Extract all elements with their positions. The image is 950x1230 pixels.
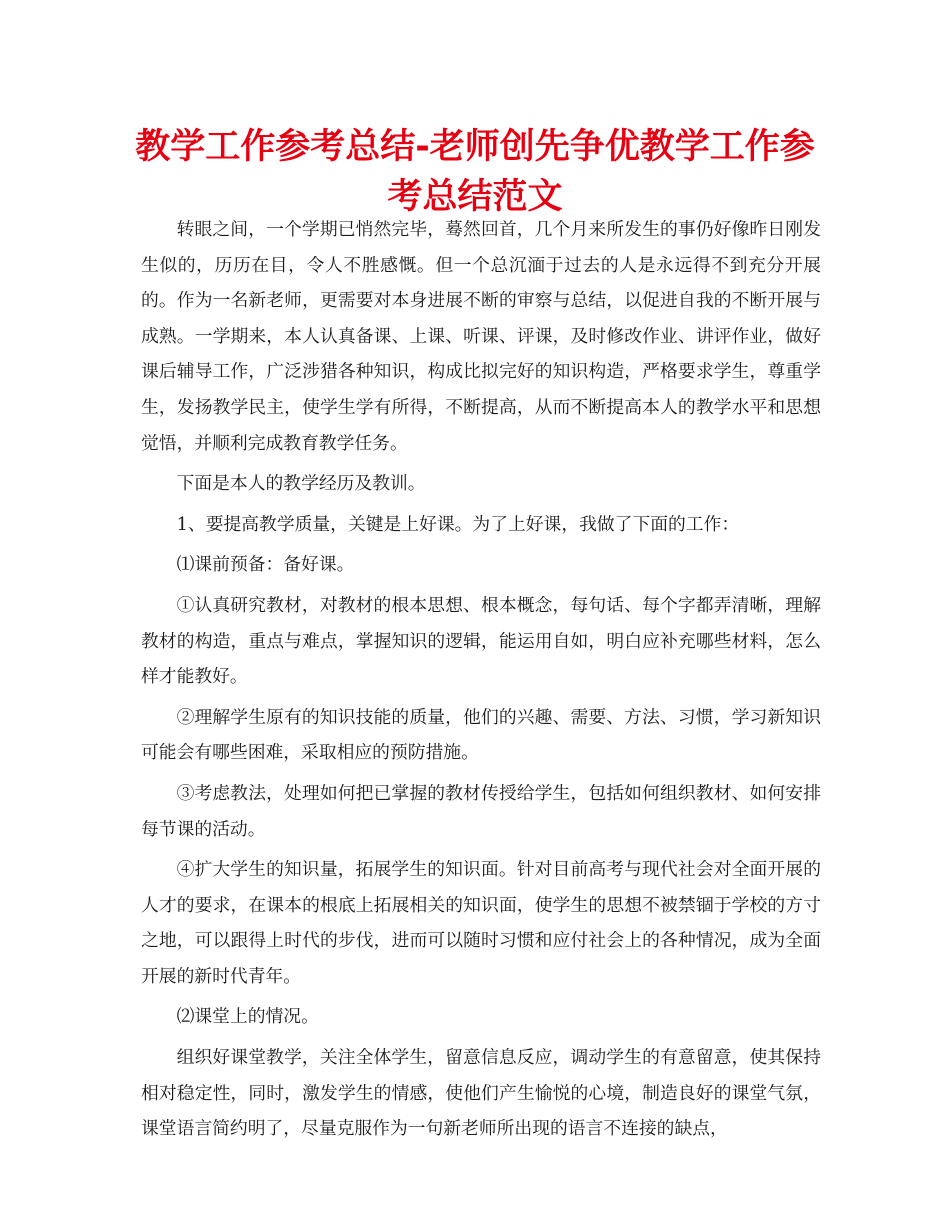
paragraph-experience-intro: 下面是本人的教学经历及教训。 bbox=[176, 473, 426, 495]
paragraph-item-2: ②理解学生原有的知识技能的质量，他们的兴趣、需要、方法、习惯，学习新知识可能会有哪些困难，采取相应的预防措施。 bbox=[141, 706, 821, 764]
paragraph-item-4: ④扩大学生的知识量，拓展学生的知识面。针对目前高考与现代社会对全面开展的人才的要求，在课本的根底上拓展相关的知识面，使学生的思想不被禁锢于学校的方寸之地，可以跟得上时代的步伐，进而可以随时习惯和应付社会上的各种情况，成为全面开展的新时代青年。 bbox=[141, 859, 821, 987]
paragraph-section-1: 1、要提高教学质量，关键是上好课。为了上好课，我做了下面的工作： bbox=[176, 513, 740, 535]
paragraph-classroom: 组织好课堂教学，关注全体学生，留意信息反应，调动学生的有意留意，使其保持相对稳定性，同时，激发学生的情感，使他们产生愉悦的心境，制造良好的课堂气氛，课堂语言简约明了，尽量克服作为一句新老师所出现的语言不连接的缺点， bbox=[141, 1047, 821, 1140]
paragraph-subsection-1: ⑴课前预备：备好课。 bbox=[176, 554, 355, 576]
paragraph-item-3: ③考虑教法，处理如何把已掌握的教材传授给学生，包括如何组织教材、如何安排每节课的活动。 bbox=[141, 782, 821, 840]
document-title: 教学工作参考总结-老师创先争优教学工作参考总结范文 bbox=[135, 127, 815, 217]
paragraph-intro: 转眼之间，一个学期已悄然完毕，蓦然回首，几个月来所发生的事仍好像昨日刚发生似的，历历在目，令人不胜感慨。但一个总沉湎于过去的人是永远得不到充分开展的。作为一名新老师，更需要对本身进展不断的审察与总结，以促进自我的不断开展与成熟。一学期来，本人认真备课、上课、听课、评课，及时修改作业、讲评作业，做好课后辅导工作，广泛涉猎各种知识，构成比拟完好的知识构造，严格要求学生，尊重学生，发扬教学民主，使学生学有所得，不断提高，从而不断提高本人的教学水平和思想觉悟，并顺利完成教育教学任务。 bbox=[141, 219, 821, 454]
paragraph-item-1: ①认真研究教材，对教材的根本思想、根本概念，每句话、每个字都弄清晰，理解教材的构造，重点与难点，掌握知识的逻辑，能运用自如，明白应补充哪些材料，怎么样才能教好。 bbox=[141, 594, 821, 688]
document-body bbox=[141, 212, 821, 1147]
paragraph-subsection-2: ⑵课堂上的情况。 bbox=[176, 1006, 319, 1028]
